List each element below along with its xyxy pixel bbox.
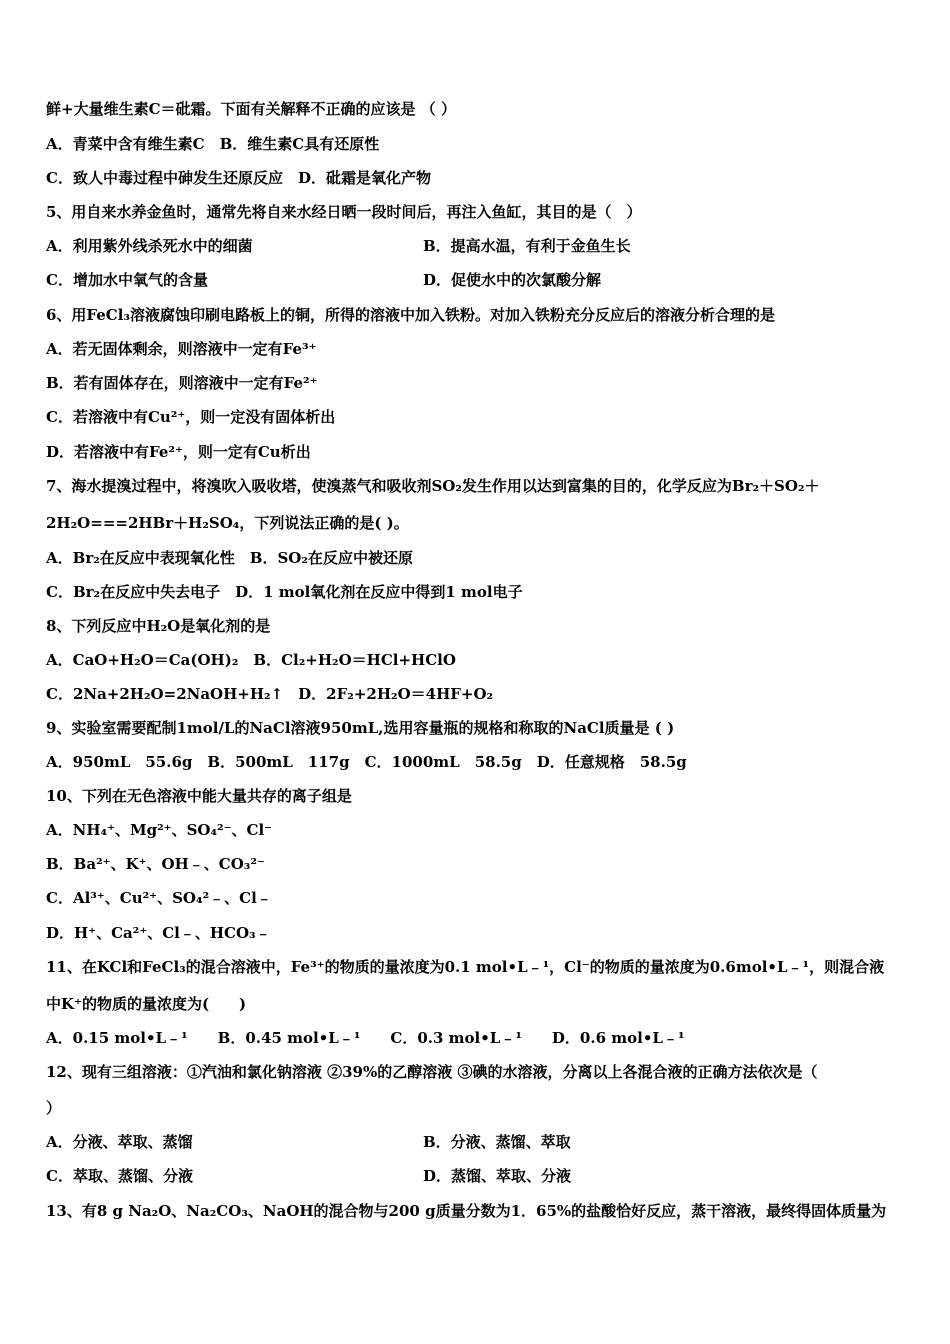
question-5-option-c: C．增加水中氧气的含量	[46, 271, 208, 289]
question-10-option-b: B．Ba²⁺、K⁺、OH﹣、CO₃²⁻	[46, 855, 265, 873]
question-12-option-c: C．萃取、蒸馏、分液	[46, 1167, 193, 1185]
question-9-options: A．950mL 55.6g B．500mL 117g C．1000mL 58.5g D．任意规格 58.5g	[46, 753, 687, 771]
question-5-option-a: A．利用紫外线杀死水中的细菌	[46, 237, 253, 255]
question-6-option-d: D．若溶液中有Fe²⁺，则一定有Cu析出	[46, 443, 311, 461]
question-5-option-d: D．促使水中的次氯酸分解	[423, 271, 602, 289]
question-4-options-cd: C．致人中毒过程中砷发生还原反应 D．砒霜是氧化产物	[46, 169, 431, 187]
question-9-stem: 9、实验室需要配制1mol/L的NaCl溶液950mL,选用容量瓶的规格和称取的NaCl质量是 ( )	[46, 719, 675, 737]
question-6-option-c: C．若溶液中有Cu²⁺，则一定没有固体析出	[46, 408, 336, 426]
question-8-options-cd: C．2Na+2H₂O=2NaOH+H₂↑ D．2F₂+2H₂O＝4HF+O₂	[46, 685, 494, 703]
question-5-option-b: B．提高水温，有利于金鱼生长	[423, 237, 631, 255]
question-5-stem: 5、用自来水养金鱼时，通常先将自来水经日晒一段时间后，再注入鱼缸，其目的是（ ）	[46, 203, 642, 221]
question-4-stem-end: 鲜+大量维生素C＝砒霜。下面有关解释不正确的应该是 （ ）	[46, 100, 456, 118]
question-6-option-b: B．若有固体存在，则溶液中一定有Fe²⁺	[46, 374, 318, 392]
question-8-options-ab: A．CaO+H₂O＝Ca(OH)₂ B．Cl₂+H₂O＝HCl+HClO	[46, 651, 456, 669]
question-12-stem: 12、现有三组溶液：①汽油和氯化钠溶液 ②39%的乙醇溶液 ③碘的水溶液，分离以上各混合液的正确方法依次是（	[46, 1063, 818, 1081]
question-7-options-ab: A．Br₂在反应中表现氧化性 B．SO₂在反应中被还原	[46, 549, 413, 567]
question-11-stem-cont: 中K⁺的物质的量浓度为( )	[46, 995, 247, 1013]
question-12-option-b: B．分液、蒸馏、萃取	[423, 1133, 571, 1151]
question-12-option-a: A．分液、萃取、蒸馏	[46, 1133, 193, 1151]
question-7-stem: 7、海水提溴过程中，将溴吹入吸收塔，使溴蒸气和吸收剂SO₂发生作用以达到富集的目的，化学反应为Br₂＋SO₂＋	[46, 477, 820, 495]
question-12-option-d: D．蒸馏、萃取、分液	[423, 1167, 572, 1185]
question-12-stem-cont: ）	[46, 1099, 62, 1117]
question-8-stem: 8、下列反应中H₂O是氧化剂的是	[46, 617, 271, 635]
question-6-option-a: A．若无固体剩余，则溶液中一定有Fe³⁺	[46, 340, 317, 358]
question-11-stem: 11、在KCl和FeCl₃的混合溶液中，Fe³⁺的物质的量浓度为0.1 mol•L﹣¹，Cl⁻的物质的量浓度为0.6mol•L﹣¹，则混合液	[46, 958, 885, 976]
question-11-options: A．0.15 mol•L﹣¹ B．0.45 mol•L﹣¹ C．0.3 mol•L﹣¹ D．0.6 mol•L﹣¹	[46, 1029, 685, 1047]
question-12-options-row1	[46, 1132, 571, 1152]
question-4-options-ab: A．青菜中含有维生素C B．维生素C具有还原性	[46, 135, 380, 153]
question-12-options-row2	[46, 1166, 572, 1186]
question-6-stem: 6、用FeCl₃溶液腐蚀印刷电路板上的铜，所得的溶液中加入铁粉。对加入铁粉充分反应后的溶液分析合理的是	[46, 306, 776, 324]
question-10-option-d: D．H⁺、Ca²⁺、Cl﹣、HCO₃﹣	[46, 924, 271, 942]
question-13-stem: 13、有8 g Na₂O、Na₂CO₃、NaOH的混合物与200 g质量分数为1．65%的盐酸恰好反应，蒸干溶液，最终得固体质量为	[46, 1202, 887, 1220]
question-7-stem-cont: 2H₂O===2HBr＋H₂SO₄，下列说法正确的是( )。	[46, 514, 409, 532]
question-5-options-row2	[46, 270, 602, 290]
question-10-option-a: A．NH₄⁺、Mg²⁺、SO₄²⁻、Cl⁻	[46, 821, 273, 839]
question-5-options-row1	[46, 236, 631, 256]
question-7-options-cd: C．Br₂在反应中失去电子 D．1 mol氧化剂在反应中得到1 mol电子	[46, 583, 523, 601]
question-10-stem: 10、下列在无色溶液中能大量共存的离子组是	[46, 787, 352, 805]
question-10-option-c: C．Al³⁺、Cu²⁺、SO₄²﹣、Cl﹣	[46, 889, 272, 907]
